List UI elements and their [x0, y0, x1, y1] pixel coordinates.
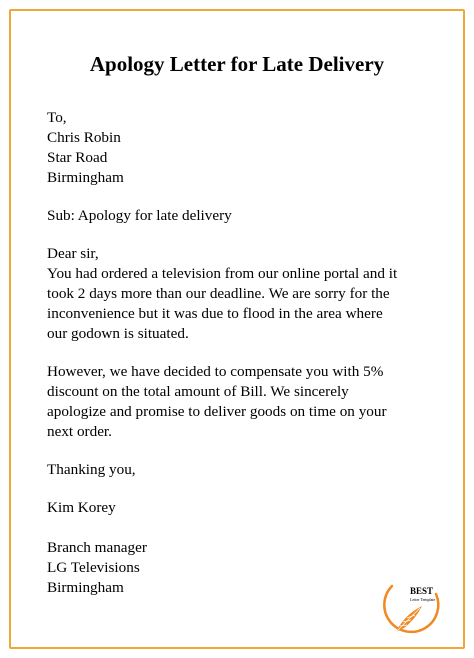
subject-line: Sub: Apology for late delivery [47, 207, 232, 224]
recipient-street: Star Road [47, 149, 108, 166]
paragraph1-line: inconvenience but it was due to flood in the area where [47, 305, 383, 322]
logo-text-main: BEST [410, 586, 434, 596]
best-letter-template-logo [380, 576, 446, 642]
feather-pen-icon [380, 576, 446, 642]
sender-company: LG Televisions [47, 559, 140, 576]
logo-text-sub: Letter Template [410, 597, 436, 602]
paragraph1-line: took 2 days more than our deadline. We are sorry for the [47, 285, 390, 302]
recipient-salutation: To, [47, 109, 67, 126]
paragraph2-line: discount on the total amount of Bill. We sincerely [47, 383, 349, 400]
paragraph2-line: However, we have decided to compensate you with 5% [47, 363, 384, 380]
sender-name: Kim Korey [47, 499, 116, 516]
closing: Thanking you, [47, 461, 136, 478]
paragraph2-line: next order. [47, 423, 112, 440]
recipient-name: Chris Robin [47, 129, 121, 146]
paragraph2-line: apologize and promise to deliver goods on time on your [47, 403, 387, 420]
recipient-city: Birmingham [47, 169, 124, 186]
letter-title: Apology Letter for Late Delivery [89, 52, 385, 76]
sender-designation: Branch manager [47, 539, 147, 556]
greeting: Dear sir, [47, 245, 99, 262]
paragraph1-line: You had ordered a television from our online portal and it [47, 265, 398, 282]
paragraph1-line: our godown is situated. [47, 325, 189, 342]
sender-city: Birmingham [47, 579, 124, 596]
